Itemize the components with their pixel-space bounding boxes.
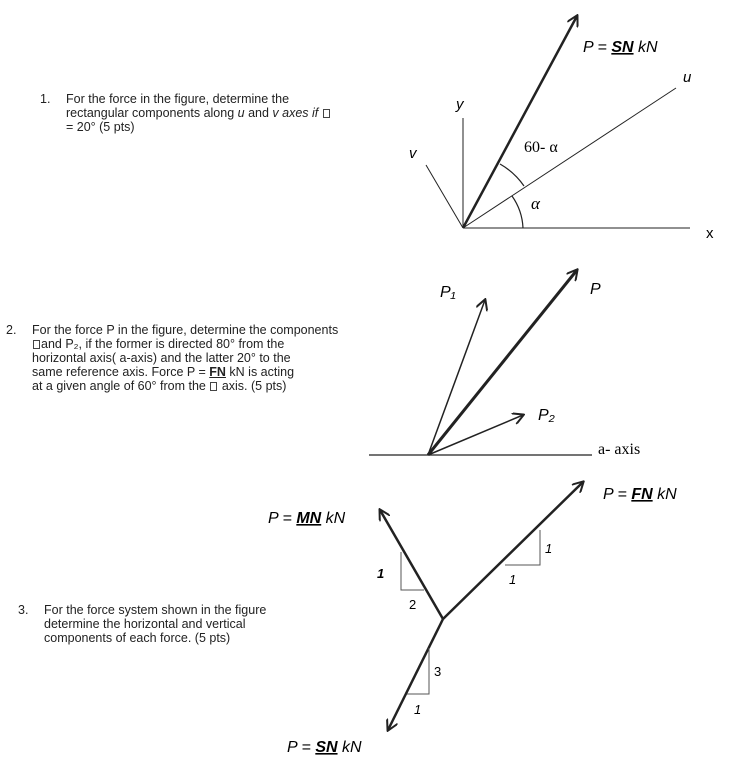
problem-1-line-2: rectangular components along u and v axes if [66,106,331,120]
slope-sn-rise: 3 [434,664,442,679]
force-p-arrow [463,16,577,228]
slope-fn-run: 1 [509,572,517,587]
problem-1-line-1: For the force in the figure, determine the [66,92,290,106]
problem-2-line-3: horizontal axis( a-axis) and the latter 20° to the [32,351,291,365]
force-p1-arrow [428,300,485,455]
force-sn-label: P = SN kN [287,739,362,756]
p1-label: P₁ [440,284,456,301]
problem-2-line-4: same reference axis. Force P = FN kN is acting [32,365,295,379]
u-axis-label: u [683,69,692,86]
problem-2-number: 2. [6,323,17,337]
slope-mn-rise: 1 [377,566,385,581]
u-axis-line [463,88,676,228]
x-axis-label: x [706,225,714,242]
v-axis-label: v [409,145,417,162]
a-axis-label: a- axis [598,441,641,458]
slope-triangle-mn [401,552,424,590]
p2-label: P₂ [538,407,555,424]
slope-fn-rise: 1 [545,541,553,556]
slope-mn-run: 2 [409,597,417,612]
angle-alpha-arc [512,196,523,228]
angle-upper-label: 60- α [524,139,558,156]
slope-triangle-fn [505,530,540,565]
problem-1-line-3: = 20° (5 pts) [66,120,135,134]
figure-1 [409,16,714,242]
y-axis-label: y [456,96,464,113]
problem-1-number: 1. [40,92,51,106]
force-mn-label: P = MN kN [268,510,346,527]
force-p-label: P = SN kN [583,39,658,56]
force-fn-arrow [443,482,583,619]
figure-2 [369,270,640,458]
problem-2-line-2: and P₂, if the former is directed 80° from the [32,337,338,351]
p-label: P [590,281,601,298]
figure-3 [268,482,677,756]
problem-3-line-2: determine the horizontal and vertical [44,617,246,631]
problem-3-number: 3. [18,603,29,617]
angle-lower-label: α [531,194,540,213]
slope-sn-run: 1 [414,702,422,717]
problem-3-line-1: For the force system shown in the figure [44,603,267,617]
problem-2-line-5: at a given angle of 60° from the axis. (5 pts) [32,379,287,393]
angle-60-alpha-arc [500,164,524,186]
problem-3-line-3: components of each force. (5 pts) [44,631,231,645]
force-fn-label: P = FN kN [603,486,677,503]
v-axis-line [426,165,463,228]
problem-2-line-1: For the force P in the figure, determine the components [32,323,339,337]
